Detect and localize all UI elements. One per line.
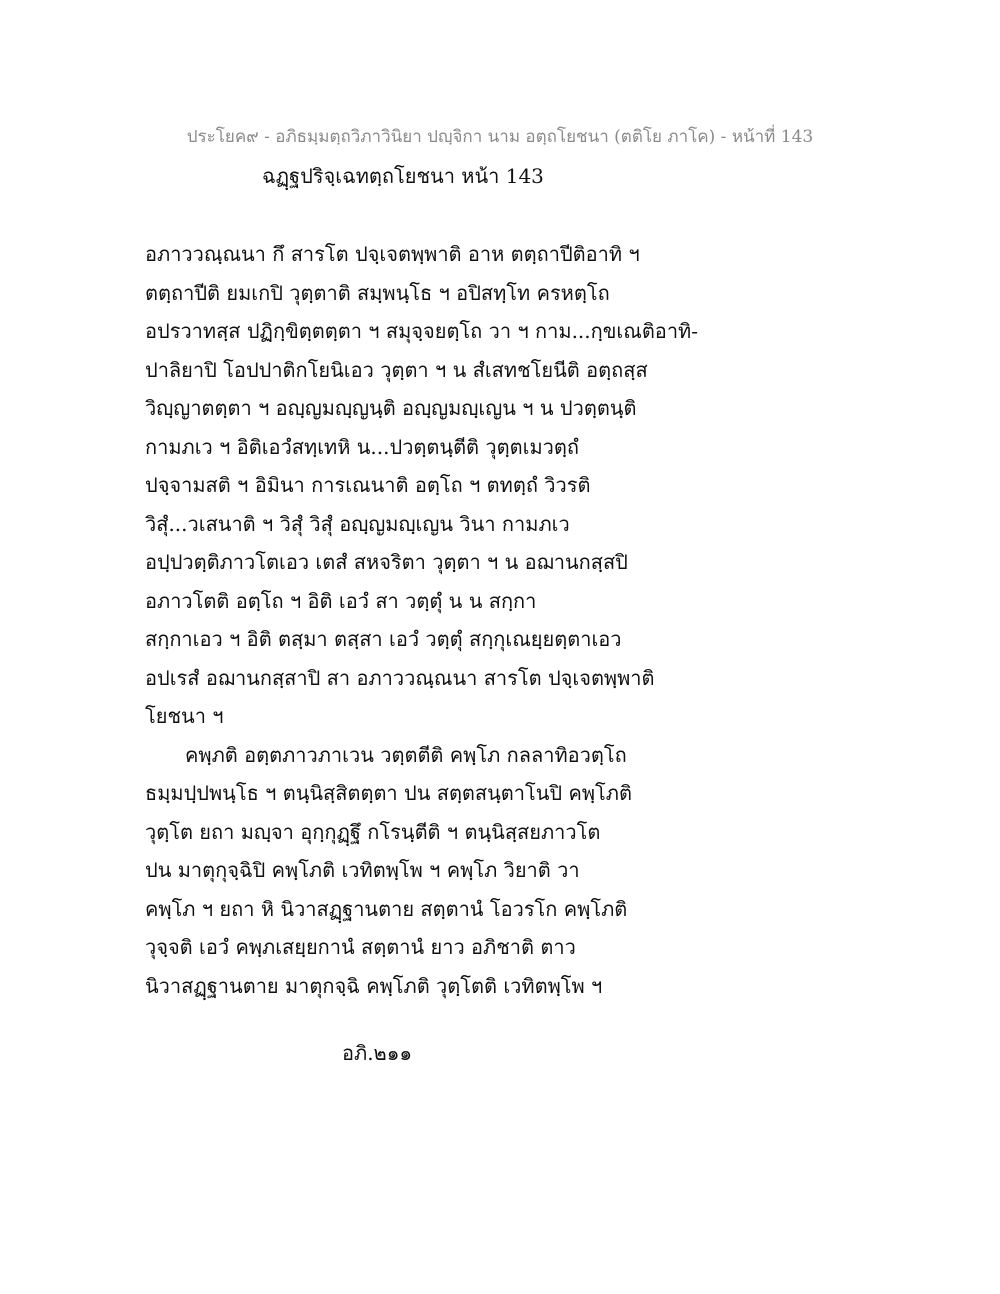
text-line: วุจฺจติ เอวํ คพฺภเสยฺยกานํ สตฺตานํ ยาว อภิชาติ ตาว: [145, 935, 576, 959]
text-line: ปจฺจามสติ ฯ อิมินา การเณนาติ อตฺโถ ฯ ตทตฺถํ วิวรติ: [145, 473, 591, 497]
paragraph-1: [145, 235, 705, 736]
text-line: อปเรสํ อฌานกสฺสาปิ สา อภาววณฺณนา สารโต ปจฺเจตพฺพาติ: [145, 665, 655, 690]
text-line: วิญฺญาตตฺตา ฯ อญฺญมญฺญนฺติ อญฺญมญฺเญน ฯ น ปวตฺตนฺติ: [145, 396, 637, 420]
text-line: ธมฺมปฺปพนฺโธ ฯ ตนฺนิสฺสิตตฺตา ปน สตฺตสนฺตาโนปิ คพฺโภติ: [145, 781, 632, 805]
text-line: วิสุํ...วเสนาติ ฯ วิสุํ วิสุํ อญฺญมญฺเญน วินา กามภเว: [145, 511, 570, 536]
running-header: ประโยค๙ - อภิธมฺมตฺถวิภาวินิยา ปญฺจิกา นาม อตฺถโยชนา (ตติโย ภาโค) - หน้าที่ 143: [186, 127, 814, 147]
text-line: โยชนา ฯ: [145, 704, 224, 728]
text-line: อภาววณฺณนา กึ สารโต ปจฺเจตพฺพาติ อาห ตตฺถาปีติอาทิ ฯ: [145, 242, 640, 266]
text-line: ปน มาตุกุจฺฉิปิ คพฺโภติ เวทิตพฺโพ ฯ คพฺโภ วิยาติ วา: [145, 858, 580, 882]
text-line: คพฺภติ อตฺตภาวภาเวน วตฺตตีติ คพฺโภ กลลาทิอวตฺโถ: [185, 742, 627, 767]
text-line: คพฺโภ ฯ ยถา หิ นิวาสฏฺฐานตาย สตฺตานํ โอวรโก คพฺโภติ: [145, 896, 628, 921]
text-line: อปฺปวตฺติภาวโตเอว เตสํ สหจริตา วุตฺตา ฯ น อฌานกสฺสปิ: [145, 550, 628, 574]
chapter-title: ฉฏฺฐปริจฺเฉทตฺถโยชนา หน้า 143: [262, 164, 544, 188]
text-line: กามภเว ฯ อิติเอวํสทฺเทหิ น...ปวตฺตนฺตีติ วุตฺตเมวตฺถํ: [145, 434, 579, 459]
text-line: นิวาสฏฺฐานตาย มาตุกจฺฉิ คพฺโภติ วุตฺโตติ เวทิตพฺโพ ฯ: [145, 973, 603, 998]
text-line: อภาวโตติ อตฺโถ ฯ อิติ เอวํ สา วตฺตุํ น น สกฺกา: [145, 588, 537, 613]
text-line: ตตฺถาปีติ ยมเกปิ วุตฺตาติ สมฺพนฺโธ ฯ อปิสทฺโท ครหตฺโถ: [145, 280, 610, 305]
text-line: ปาลิยาปิ โอปปาติกโยนิเอว วุตฺตา ฯ น สํเสทชโยนีติ อตฺถสฺส: [145, 357, 648, 382]
page-marker: อภิ.๒๑๑: [342, 1041, 413, 1065]
paragraph-2: [145, 736, 705, 1006]
body-text: [145, 235, 705, 1005]
text-line: วุตฺโต ยถา มญฺจา อุกฺกุฏฺฐึ กโรนฺตีติ ฯ ตนฺนิสฺสยภาวโต: [145, 819, 601, 844]
text-line: อปรวาทสฺส ปฏิกฺขิตฺตตฺตา ฯ สมุจฺจยตฺโถ วา ฯ กาม...กฺขเณติอาทิ-: [145, 319, 698, 343]
text-line: สกฺกาเอว ฯ อิติ ตสฺมา ตสฺสา เอวํ วตฺตุํ สกฺกุเณยฺยตฺตาเอว: [145, 627, 622, 651]
